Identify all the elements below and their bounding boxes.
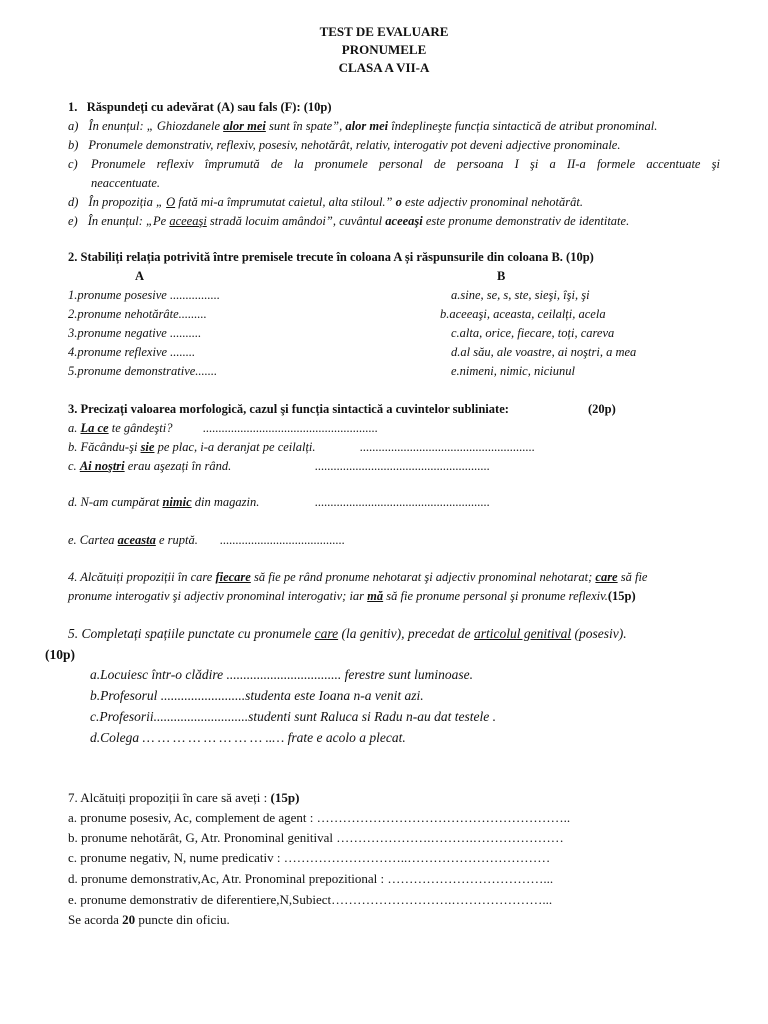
q2-left-item: 1.pronume posesive ................ — [68, 288, 220, 302]
q2-left-item: 2.pronume nehotărâte......... — [68, 307, 207, 321]
q3-item-c: c. Ai noştri erau aşezați în rând. — [68, 459, 232, 473]
q5-item: a.Locuiesc într-o clădire .................................. ferestre sunt luminoase. — [90, 667, 473, 682]
q7-title: 7. Alcătuiți propoziții în care să aveți : (15p) — [68, 790, 300, 805]
bold-word: alor mei — [345, 119, 389, 133]
underlined-word: Ai noştri — [79, 459, 125, 473]
q1-number: 1. — [68, 100, 78, 114]
q1-item-a: a) În enunțul: „ Ghiozdanele alor mei sunt în spate”, alor mei îndeplineşte funcția sintactică de atribut pronominal. — [68, 119, 658, 133]
q1-item-c-line1: Pronumele reflexiv împrumută de la pronumele personal de persoana I şi a II-a formele accentuate şi — [91, 157, 720, 171]
underlined-word: mă — [367, 589, 384, 603]
q2-right-item: b.aceeaşi, aceasta, ceilalți, acela — [440, 307, 606, 321]
q1-item-label: d) — [68, 195, 79, 209]
q7-item: c. pronume negativ, N, nume predicativ : ………………………..…………………………… — [68, 850, 551, 865]
underlined-word: care — [595, 570, 618, 584]
header-title: TEST DE EVALUARE — [319, 24, 449, 39]
header-subject: PRONUMELE — [341, 42, 427, 57]
underlined-word: aceeaşi — [169, 214, 207, 228]
answer-blank[interactable]: ........................................................ — [315, 459, 490, 473]
q5-line1: 5. Completați spațiile punctate cu pronumele care (la genitiv), precedat de articolul genitival (posesiv). — [68, 626, 627, 641]
underlined-word: alor mei — [223, 119, 266, 133]
header-class: CLASA A VII-A — [338, 60, 430, 75]
underlined-word: care — [314, 626, 339, 641]
q3-points: (20p) — [588, 402, 616, 416]
q5-item: d.Colega … … … … … … … … ..… frate e acolo a plecat. — [90, 730, 406, 745]
q2-right-item: e.nimeni, nimic, niciunul — [451, 364, 575, 378]
answer-blank[interactable]: ........................................................ — [315, 495, 490, 509]
q1-item-b: b) Pronumele demonstrativ, reflexiv, posesiv, nehotărât, relativ, interogativ pot deveni adjective pronominale. — [68, 138, 621, 152]
q4-points: (15p) — [607, 589, 636, 603]
q3-item-a: a. La ce te gândeşti? — [68, 421, 173, 435]
answer-blank[interactable]: ........................................................ — [203, 421, 378, 435]
bold-word: aceeaşi — [385, 214, 423, 228]
q7-footer: Se acorda 20 puncte din oficiu. — [68, 912, 230, 927]
q2-column-b-header: B — [497, 269, 506, 283]
q2-column-a-header: A — [135, 269, 145, 283]
underlined-word: fiecare — [215, 570, 251, 584]
q1-title-text: Răspundeți cu adevărat (A) sau fals (F): (10p) — [86, 100, 332, 114]
q1-item-e: e) În enunțul: „Pe aceeaşi stradă locuim amândoi”, cuvântul aceeaşi este pronume demonstrativ de identitate. — [68, 214, 630, 228]
q3-item-e: e. Cartea aceasta e ruptă. — [68, 533, 198, 547]
q1-title — [68, 100, 332, 115]
q2-right-item: c.alta, orice, fiecare, toți, careva — [451, 326, 615, 340]
q2-left-item: 3.pronume negative .......... — [68, 326, 202, 340]
q1-item-label: a) — [68, 119, 79, 133]
underlined-word: nimic — [162, 495, 192, 509]
q1-item-c-line2: neaccentuate. — [91, 176, 161, 190]
bold-word: o — [395, 195, 402, 209]
q3-title: 3. Precizați valoarea morfologică, cazul şi funcția sintactică a cuvintelor subliniate: — [68, 402, 509, 416]
q1-item-label: c) — [68, 157, 78, 171]
underlined-word: La ce — [80, 421, 109, 435]
q3-item-b: b. Făcându-şi sie pe plac, i-a deranjat pe ceilalți. — [68, 440, 316, 454]
q5-points: (10p) — [45, 647, 75, 662]
q3-item-d: d. N-am cumpărat nimic din magazin. — [68, 495, 260, 509]
q7-points: (15p) — [270, 790, 300, 805]
q4-line2: pronume interogativ şi adjectiv pronominal interogativ; iar mă să fie pronume personal şi pronume reflexiv.(15p) — [68, 589, 636, 603]
q2-right-item: a.sine, se, s, ste, sieşi, îşi, şi — [451, 288, 590, 302]
q1-item-d: d) În propoziția „ O fată mi-a împrumutat caietul, alta stiloul.” o este adjectiv pronominal nehotărât. — [68, 195, 583, 209]
underlined-word: sie — [140, 440, 155, 454]
q4-line1: 4. Alcătuiți propoziții în care fiecare să fie pe rând pronume nehotarat şi adjectiv pronominal nehotarat; care să fie — [68, 570, 648, 584]
q7-item: a. pronume posesiv, Ac, complement de agent : ………………………………………………….. — [68, 810, 571, 825]
q7-item: e. pronume demonstrativ de diferentiere,N,Subiect……………………….…………………... — [68, 892, 553, 907]
underlined-word: O — [166, 195, 176, 209]
q5-item: c.Profesorii............................studenti sunt Raluca si Radu n-au dat testele . — [90, 709, 496, 724]
q2-left-item: 4.pronume reflexive ........ — [68, 345, 196, 359]
answer-blank[interactable]: ........................................................ — [360, 440, 535, 454]
q1-item-label: b) — [68, 138, 79, 152]
underlined-word: aceasta — [117, 533, 156, 547]
q5-item: b.Profesorul .........................studenta este Ioana n-a venit azi. — [90, 688, 424, 703]
answer-blank[interactable]: ........................................ — [220, 533, 345, 547]
q2-right-item: d.al său, ale voastre, ai noştri, a mea — [451, 345, 637, 359]
q1-item-c — [68, 157, 78, 172]
q7-item: d. pronume demonstrativ,Ac, Atr. Pronominal prepozitional : ………………………………... — [68, 871, 554, 886]
q2-left-item: 5.pronume demonstrative....... — [68, 364, 218, 378]
official-points: 20 — [122, 912, 136, 927]
q1-item-label: e) — [68, 214, 78, 228]
q2-title: 2. Stabiliți relația potrivită între premisele trecute în coloana A și răspunsurile din coloana B. (10p) — [68, 250, 594, 264]
underlined-word: articolul genitival — [474, 626, 572, 641]
q7-item: b. pronume nehotărât, G, Atr. Pronominal genitival ………………….……….………………… — [68, 830, 564, 845]
